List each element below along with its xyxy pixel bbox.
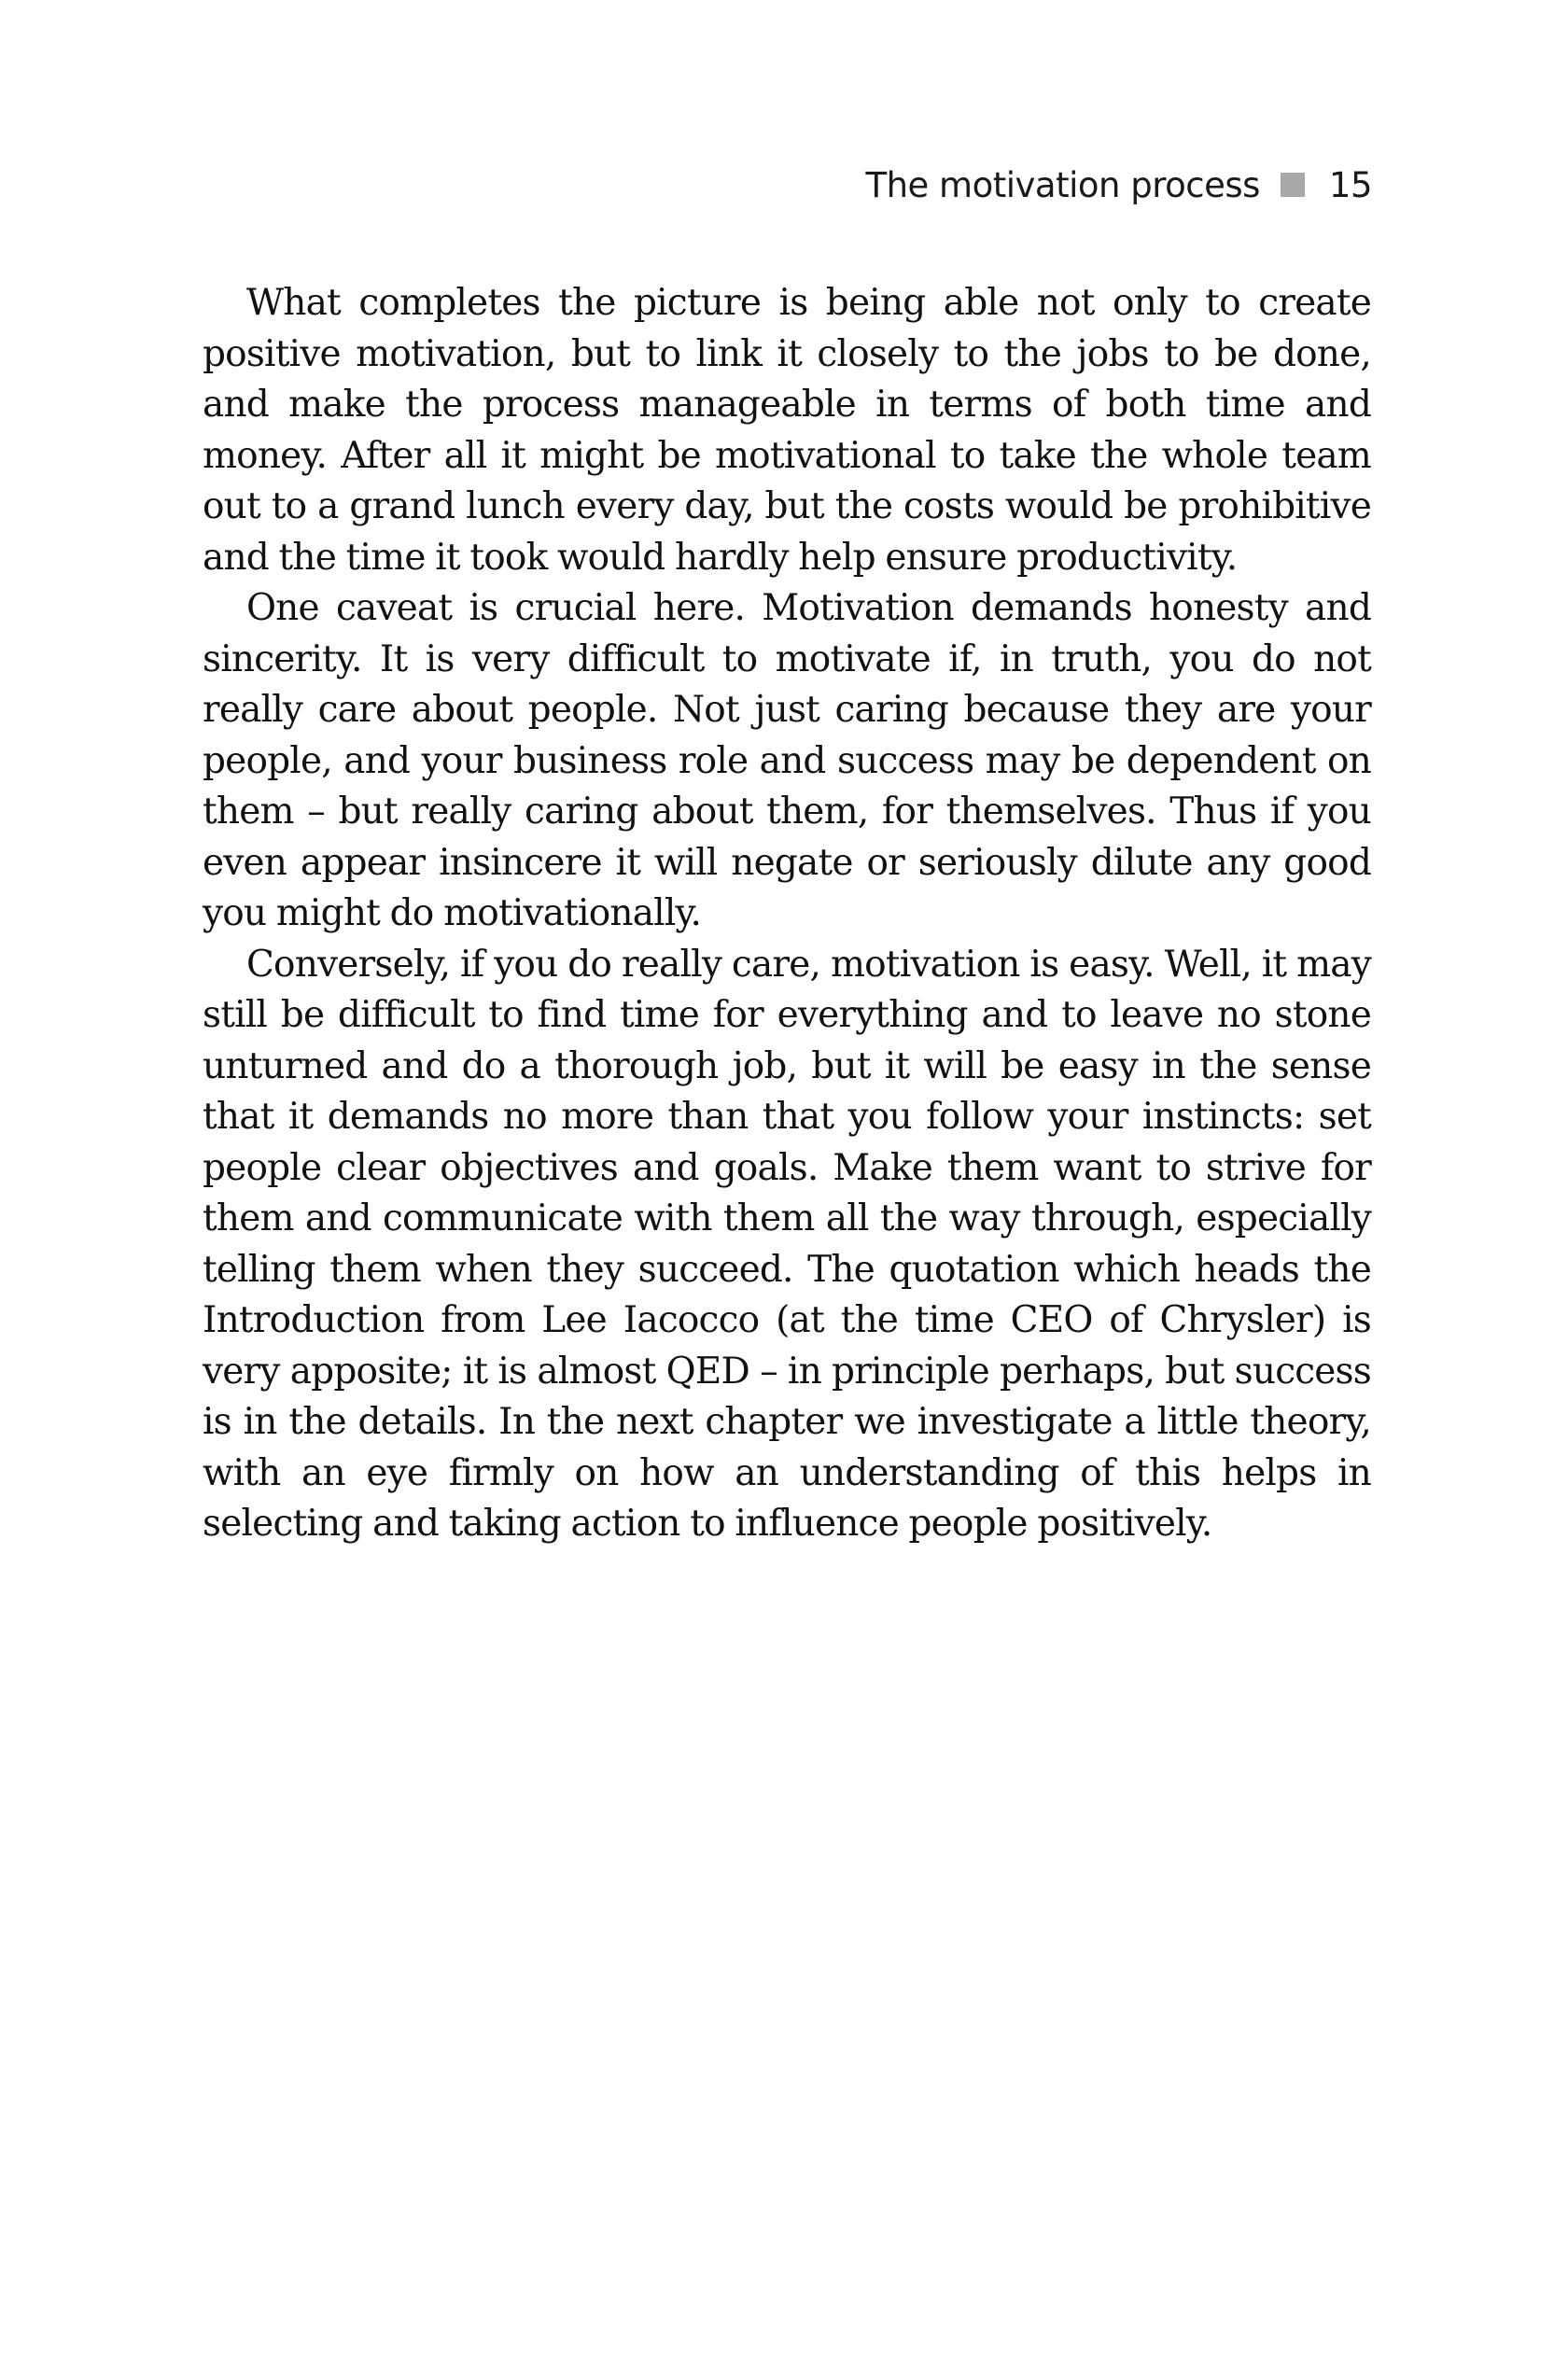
paragraph: One caveat is crucial here. Motivation demands honesty and sincerity. It is very difficult to motivate if, in truth, you do not really care about people. Not just caring because they are your people, and your business role and success may be dependent on them – but really caring about them, for themselves. Thus if you even appear insincere it will negate or seriously dilute any good you might do motivationally.: [203, 587, 1371, 934]
page-number: 15: [1328, 164, 1372, 205]
separator-square-icon: [1281, 173, 1305, 197]
body-text: [203, 278, 1371, 1550]
running-head: [865, 157, 1372, 213]
paragraph: Conversely, if you do really care, motivation is easy. Well, it may still be difficult to find time for everything and to leave no stone unturned and do a thorough job, but it will be easy in the sense that it demands no more than that you follow your instincts: set people clear objectives and goals. Make them want to strive for them and communicate with them all the way through, especially telling them when they succeed. The quotation which heads the Introduction from Lee Iacocco (at the time CEO of Chrysler) is very apposite; it is almost QED – in principle perhaps, but success is in the details. In the next chapter we investigate a little theory, with an eye firmly on how an understanding of this helps in selecting and taking action to influence people positively.: [203, 943, 1371, 1545]
paragraph: What completes the picture is being able not only to create positive motivation, but to link it closely to the jobs to be done, and make the process manageable in terms of both time and money. After all it might be motivational to take the whole team out to a grand lunch every day, but the costs would be prohibitive and the time it took would hardly help ensure productivity.: [203, 282, 1371, 579]
running-head-title: The motivation process: [865, 164, 1260, 205]
